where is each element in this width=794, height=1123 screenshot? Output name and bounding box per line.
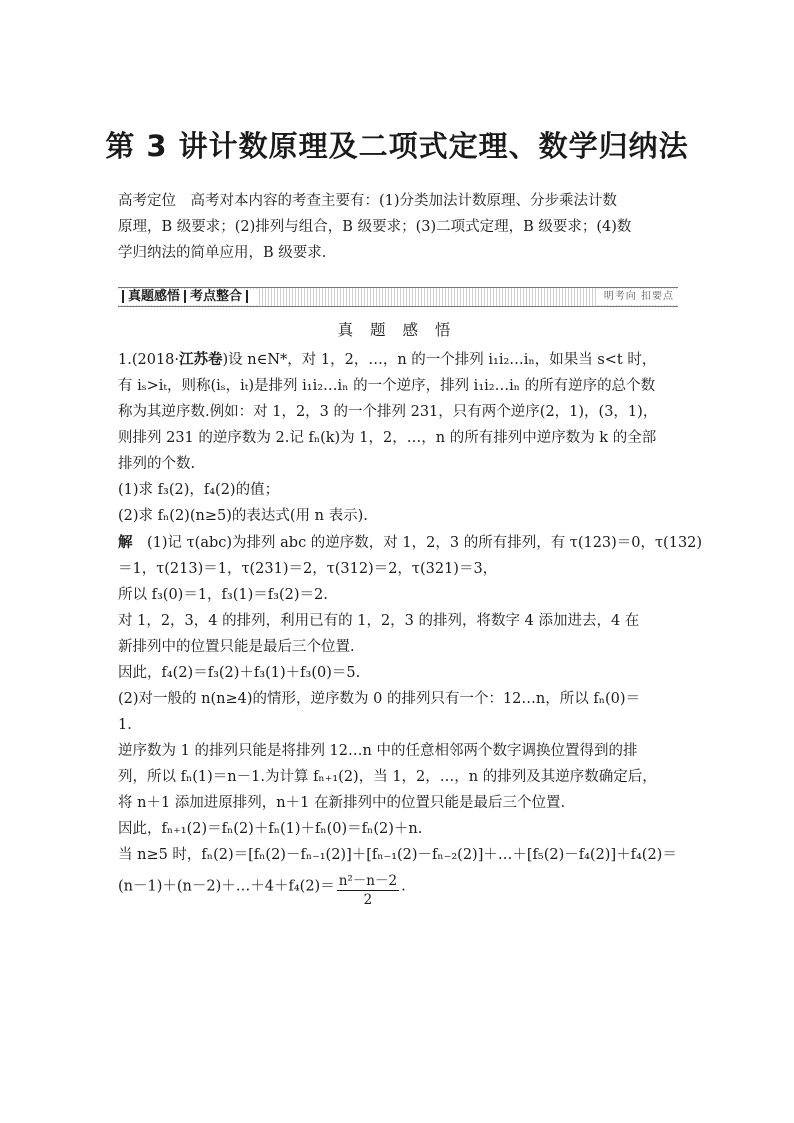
section-banner: [118, 287, 678, 307]
banner-right-label: 明考向 扣要点: [596, 289, 678, 305]
problem-line: 排列的个数.: [118, 456, 196, 472]
solution-line: 将 n＋1 添加进原排列，n＋1 在新排列中的位置只能是最后三个位置.: [118, 795, 566, 811]
solution-line: 1.: [118, 717, 132, 733]
solution-line: 因此，fₙ₊₁(2)＝fₙ(2)＋fₙ(1)＋fₙ(0)＝fₙ(2)＋n.: [118, 821, 423, 837]
solution-block: [118, 530, 703, 908]
solution-line: 对 1，2，3，4 的排列，利用已有的 1，2，3 的排列，将数字 4 添加进去，4 在: [118, 613, 640, 629]
question-1: (1)求 f₃(2)，f₄(2)的值；: [118, 482, 280, 498]
section-title: 真 题 感 悟: [337, 321, 457, 339]
intro-paragraph: [118, 188, 678, 266]
solution-text: (1)记 τ(abc)为排列 abc 的逆序数，对 1，2，3 的所有排列，有 τ(123)＝0，τ(132): [132, 535, 703, 551]
banner-divider: [246, 290, 248, 303]
intro-line: 高考定位 高考对本内容的考查主要有：(1)分类加法计数原理、分步乘法计数: [118, 193, 618, 209]
solution-line: (2)对一般的 n(n≥4)的情形，逆序数为 0 的排列只有一个：12…n，所以 fₙ(0)＝: [118, 691, 641, 707]
intro-line: 学归纳法的简单应用，B 级要求.: [118, 245, 327, 261]
solution-line: 列，所以 fₙ(1)＝n－1.为计算 fₙ₊₁(2)，当 1，2，…，n 的排列及其逆序数确定后，: [118, 769, 657, 785]
banner-label-zhenti: 真题感悟: [128, 289, 181, 304]
formula-prefix: (n－1)＋(n－2)＋…＋4＋f₄(2)＝: [118, 878, 335, 895]
fraction-denominator: 2: [363, 892, 373, 908]
banner-left: [118, 289, 258, 305]
solution-line: ＝1，τ(213)＝1，τ(231)＝2，τ(312)＝2，τ(321)＝3，: [118, 561, 498, 577]
solution-line: 逆序数为 1 的排列只能是将排列 12…n 中的任意相邻两个数字调换位置得到的排: [118, 743, 638, 759]
solution-line: 所以 f₃(0)＝1，f₃(1)＝f₃(2)＝2.: [118, 587, 328, 603]
solution-line: 新排列中的位置只能是最后三个位置.: [118, 639, 355, 655]
solution-label: 解: [118, 535, 133, 551]
problem-block: [118, 347, 678, 529]
solution-line: [118, 530, 703, 556]
solution-final-line: [118, 868, 678, 908]
fraction-numerator: n²－n－2: [338, 873, 398, 889]
solution-line: 当 n≥5 时，fₙ(2)＝[fₙ(2)－fₙ₋₁(2)]＋[fₙ₋₁(2)－fₙ₋₂(2)]＋…＋[f₅(2)－f₄(2)]＋f₄(2)＝: [118, 847, 677, 863]
problem-source: 江苏卷: [179, 352, 223, 368]
formula-end: .: [401, 878, 406, 895]
banner-divider: [122, 290, 124, 303]
intro-line: 原理，B 级要求；(2)排列与组合，B 级要求；(3)二项式定理，B 级要求；(4)数: [118, 219, 632, 235]
solution-line: 因此，f₄(2)＝f₃(2)＋f₃(1)＋f₃(0)＝5.: [118, 665, 361, 681]
banner-divider: [184, 290, 186, 303]
page-title: 第 3 讲计数原理及二项式定理、数学归纳法: [105, 129, 689, 163]
problem-text: )设 n∈N*，对 1，2，…，n 的一个排列 i₁i₂…iₙ，如果当 s<t 时，: [222, 352, 657, 368]
problem-line: 有 iₛ>iₜ，则称(iₛ，iₜ)是排列 i₁i₂…iₙ 的一个逆序，排列 i₁i₂…iₙ 的所有逆序的总个数: [118, 378, 656, 394]
banner-label-kaodian: 考点整合: [190, 289, 243, 304]
problem-line: [118, 347, 678, 373]
problem-line: 则排列 231 的逆序数为 2.记 fₙ(k)为 1，2，…，n 的所有排列中逆序数为 k 的全部: [118, 430, 657, 446]
fraction: [337, 872, 399, 909]
question-2: (2)求 fₙ(2)(n≥5)的表达式(用 n 表示).: [118, 508, 368, 524]
problem-line: 称为其逆序数.例如：对 1，2，3 的一个排列 231，只有两个逆序(2，1)，(3，1)，: [118, 404, 658, 420]
problem-prefix: 1.(2018·: [118, 352, 180, 368]
